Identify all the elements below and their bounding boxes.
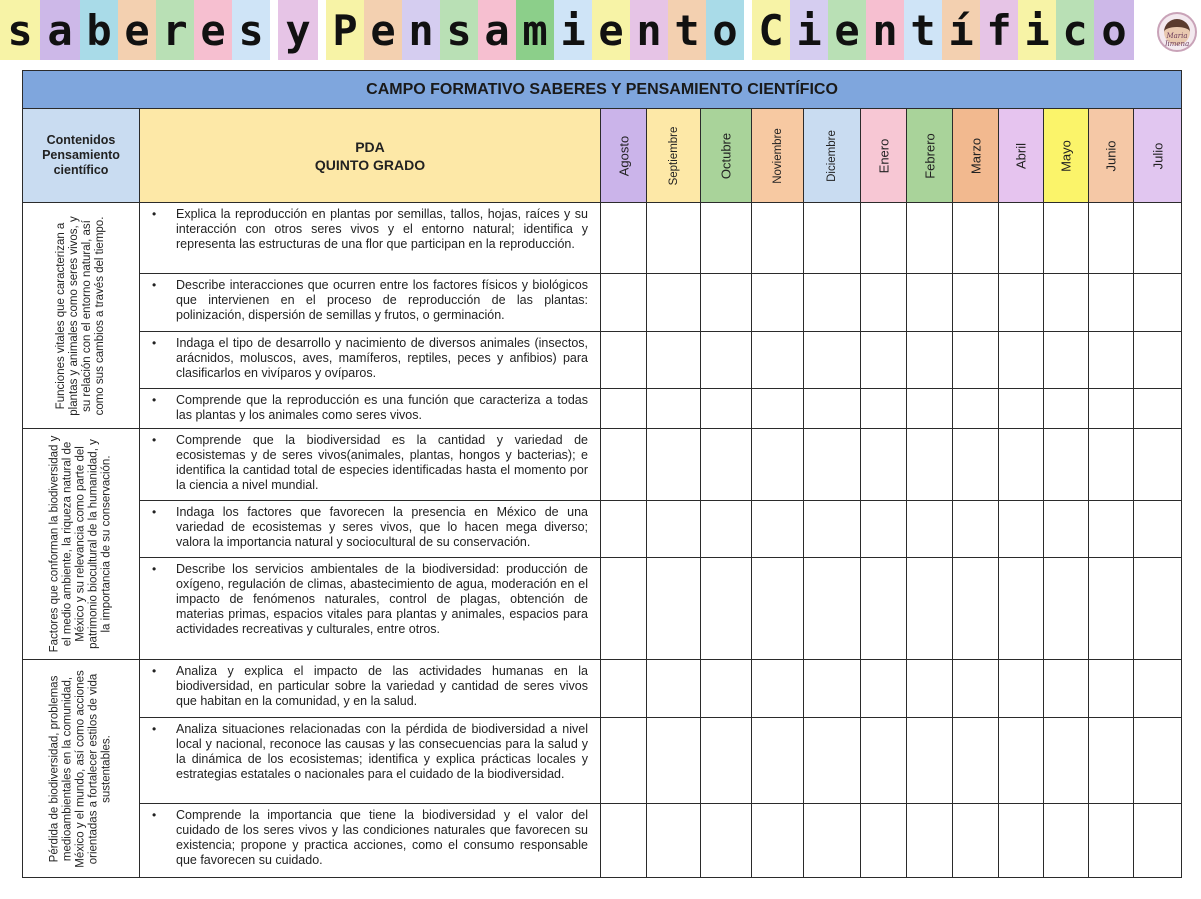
month-label: Marzo	[968, 137, 983, 174]
month-cell-febrero[interactable]	[907, 429, 953, 501]
pda-cell	[140, 660, 601, 718]
month-cell-diciembre[interactable]	[804, 558, 861, 660]
pda-header	[140, 109, 601, 203]
month-cell-septiembre[interactable]	[647, 660, 701, 718]
month-cell-mayo[interactable]	[1044, 274, 1089, 332]
title-banner	[0, 0, 1201, 60]
month-cell-abril[interactable]	[999, 429, 1044, 501]
month-cell-junio[interactable]	[1089, 558, 1134, 660]
banner-spacer	[270, 0, 278, 60]
month-cell-enero[interactable]	[861, 389, 907, 429]
content-text: Pérdida de biodiversidad, problemas medioambientales en la comunidad, México y el mundo, así como acciones orientadas a fortalecer estilos de vida sustentables.	[48, 669, 113, 868]
month-cell-septiembre[interactable]	[647, 429, 701, 501]
month-cell-septiembre[interactable]	[647, 558, 701, 660]
month-cell-junio[interactable]	[1089, 660, 1134, 718]
month-cell-mayo[interactable]	[1044, 501, 1089, 558]
month-cell-julio[interactable]	[1134, 332, 1182, 389]
month-cell-abril[interactable]	[999, 274, 1044, 332]
month-cell-febrero[interactable]	[907, 332, 953, 389]
author-avatar	[1157, 12, 1197, 52]
bullet-icon: •	[152, 433, 157, 447]
month-cell-julio[interactable]	[1134, 274, 1182, 332]
month-cell-octubre[interactable]	[701, 332, 752, 389]
month-cell-marzo[interactable]	[953, 274, 999, 332]
month-cell-mayo[interactable]	[1044, 660, 1089, 718]
banner-letter: í	[942, 0, 980, 60]
month-cell-agosto[interactable]	[601, 558, 647, 660]
month-cell-febrero[interactable]	[907, 660, 953, 718]
month-cell-febrero[interactable]	[907, 274, 953, 332]
bullet-icon: •	[152, 808, 157, 822]
month-header-mayo	[1044, 109, 1089, 203]
month-cell-enero[interactable]	[861, 429, 907, 501]
month-cell-noviembre[interactable]	[752, 429, 804, 501]
month-cell-noviembre[interactable]	[752, 501, 804, 558]
month-cell-mayo[interactable]	[1044, 429, 1089, 501]
pda-cell	[140, 429, 601, 501]
table-row	[23, 718, 1182, 804]
month-cell-julio[interactable]	[1134, 501, 1182, 558]
pda-cell	[140, 501, 601, 558]
month-cell-abril[interactable]	[999, 718, 1044, 804]
month-cell-mayo[interactable]	[1044, 203, 1089, 274]
month-cell-septiembre[interactable]	[647, 804, 701, 878]
banner-letter: s	[440, 0, 478, 60]
month-cell-octubre[interactable]	[701, 558, 752, 660]
month-cell-junio[interactable]	[1089, 389, 1134, 429]
banner-letter: e	[592, 0, 630, 60]
banner-letter: i	[790, 0, 828, 60]
month-label: Agosto	[616, 135, 631, 176]
pda-cell	[140, 332, 601, 389]
pda-cell	[140, 804, 601, 878]
pda-cell	[140, 203, 601, 274]
banner-spacer	[744, 0, 752, 60]
month-header-octubre	[701, 109, 752, 203]
banner-spacer	[318, 0, 326, 60]
table-row	[23, 660, 1182, 718]
month-cell-agosto[interactable]	[601, 203, 647, 274]
month-cell-marzo[interactable]	[953, 429, 999, 501]
month-cell-diciembre[interactable]	[804, 660, 861, 718]
table-row	[23, 274, 1182, 332]
month-cell-agosto[interactable]	[601, 718, 647, 804]
month-header-agosto	[601, 109, 647, 203]
banner-letter: t	[668, 0, 706, 60]
month-cell-junio[interactable]	[1089, 203, 1134, 274]
bullet-icon: •	[152, 505, 157, 519]
month-cell-julio[interactable]	[1134, 203, 1182, 274]
month-cell-octubre[interactable]	[701, 501, 752, 558]
bullet-icon: •	[152, 336, 157, 350]
pda-text: Comprende que la reproducción es una función que caracteriza a todas las plantas y los animales como seres vivos.	[176, 393, 588, 422]
pda-cell	[140, 389, 601, 429]
table-row	[23, 203, 1182, 274]
content-cell	[23, 203, 140, 429]
month-cell-marzo[interactable]	[953, 389, 999, 429]
avatar-tag: Maria Jimena	[1164, 32, 1190, 48]
content-cell	[23, 660, 140, 878]
month-cell-mayo[interactable]	[1044, 558, 1089, 660]
month-cell-enero[interactable]	[861, 203, 907, 274]
month-cell-julio[interactable]	[1134, 389, 1182, 429]
month-label: Febrero	[922, 132, 937, 179]
month-cell-septiembre[interactable]	[647, 718, 701, 804]
banner-letter: i	[1018, 0, 1056, 60]
month-cell-enero[interactable]	[861, 660, 907, 718]
month-cell-junio[interactable]	[1089, 332, 1134, 389]
month-cell-noviembre[interactable]	[752, 389, 804, 429]
bullet-icon: •	[152, 664, 157, 678]
banner-letter: e	[118, 0, 156, 60]
banner-letter: e	[364, 0, 402, 60]
month-cell-febrero[interactable]	[907, 389, 953, 429]
bullet-icon: •	[152, 393, 157, 407]
month-cell-abril[interactable]	[999, 804, 1044, 878]
month-cell-enero[interactable]	[861, 558, 907, 660]
month-cell-octubre[interactable]	[701, 660, 752, 718]
month-cell-febrero[interactable]	[907, 558, 953, 660]
month-cell-diciembre[interactable]	[804, 501, 861, 558]
banner-letter: P	[326, 0, 364, 60]
banner-letter: b	[80, 0, 118, 60]
banner-letter: C	[752, 0, 790, 60]
month-cell-diciembre[interactable]	[804, 203, 861, 274]
table-row	[23, 332, 1182, 389]
month-label: Julio	[1150, 142, 1166, 169]
month-cell-diciembre[interactable]	[804, 718, 861, 804]
month-cell-enero[interactable]	[861, 501, 907, 558]
month-header-febrero	[907, 109, 953, 203]
month-cell-octubre[interactable]	[701, 804, 752, 878]
month-header-julio	[1134, 109, 1182, 203]
month-cell-julio[interactable]	[1134, 804, 1182, 878]
month-cell-octubre[interactable]	[701, 429, 752, 501]
month-cell-noviembre[interactable]	[752, 274, 804, 332]
month-label: Octubre	[718, 132, 734, 179]
month-cell-octubre[interactable]	[701, 718, 752, 804]
pda-header-line2: QUINTO GRADO	[314, 156, 426, 173]
content-text: Funciones vitales que caracterizan a plantas y animales como seres vivos, y su relación con el entorno natural, así como sus cambios a través del tiempo.	[55, 215, 106, 416]
planning-table	[22, 70, 1182, 878]
month-cell-agosto[interactable]	[601, 332, 647, 389]
month-header-diciembre	[804, 109, 861, 203]
month-label: Noviembre	[771, 127, 784, 184]
month-cell-mayo[interactable]	[1044, 389, 1089, 429]
month-cell-mayo[interactable]	[1044, 804, 1089, 878]
month-cell-abril[interactable]	[999, 660, 1044, 718]
month-cell-agosto[interactable]	[601, 274, 647, 332]
month-cell-julio[interactable]	[1134, 718, 1182, 804]
month-cell-noviembre[interactable]	[752, 804, 804, 878]
banner-letter: o	[706, 0, 744, 60]
month-header-noviembre	[752, 109, 804, 203]
month-cell-marzo[interactable]	[953, 660, 999, 718]
month-cell-abril[interactable]	[999, 389, 1044, 429]
banner-letter: o	[1094, 0, 1134, 60]
month-cell-septiembre[interactable]	[647, 332, 701, 389]
month-cell-junio[interactable]	[1089, 429, 1134, 501]
month-label: Enero	[876, 138, 891, 173]
pda-text: Indaga los factores que favorecen la presencia en México de una variedad de ecosistemas y seres vivos, que lo hacen mega diverso; valora la importancia natural y sociocultural de su conservación.	[176, 505, 588, 549]
month-cell-diciembre[interactable]	[804, 274, 861, 332]
month-cell-noviembre[interactable]	[752, 660, 804, 718]
banner-letter: e	[828, 0, 866, 60]
month-cell-febrero[interactable]	[907, 718, 953, 804]
month-label: Diciembre	[826, 129, 838, 182]
month-cell-marzo[interactable]	[953, 804, 999, 878]
month-label: Mayo	[1058, 139, 1074, 172]
month-cell-marzo[interactable]	[953, 718, 999, 804]
banner-letter: f	[980, 0, 1018, 60]
banner-letter: y	[278, 0, 318, 60]
month-cell-abril[interactable]	[999, 332, 1044, 389]
table-row	[23, 501, 1182, 558]
month-cell-marzo[interactable]	[953, 332, 999, 389]
month-cell-abril[interactable]	[999, 558, 1044, 660]
pda-cell	[140, 558, 601, 660]
bullet-icon: •	[152, 207, 157, 221]
content-cell	[23, 429, 140, 660]
month-header-junio	[1089, 109, 1134, 203]
month-cell-noviembre[interactable]	[752, 718, 804, 804]
content-text: Factores que conforman la biodiversidad y el medio ambiente, la riqueza natural de México y su relevancia como parte del patrimonio biocultural de la humanidad, y la importancia de su conservación.	[48, 435, 113, 653]
month-cell-julio[interactable]	[1134, 660, 1182, 718]
month-label: Abril	[1013, 142, 1029, 169]
month-cell-junio[interactable]	[1089, 804, 1134, 878]
month-cell-septiembre[interactable]	[647, 274, 701, 332]
month-cell-septiembre[interactable]	[647, 389, 701, 429]
pda-text: Indaga el tipo de desarrollo y nacimiento de diversos animales (insectos, arácnidos, moluscos, aves, mamíferos, reptiles, peces y anfibios) para clasificarlos en vivíparos y ovíparos.	[176, 336, 588, 380]
month-label: Junio	[1103, 139, 1119, 172]
month-cell-octubre[interactable]	[701, 274, 752, 332]
month-cell-enero[interactable]	[861, 718, 907, 804]
banner-letter: s	[232, 0, 270, 60]
pda-header-line1: PDA	[355, 138, 385, 155]
contenidos-header: Contenidos Pensamiento científico	[23, 109, 140, 203]
banner-letter: n	[630, 0, 668, 60]
banner-letter: r	[156, 0, 194, 60]
month-cell-agosto[interactable]	[601, 389, 647, 429]
month-cell-enero[interactable]	[861, 332, 907, 389]
pda-text: Describe los servicios ambientales de la biodiversidad: producción de oxígeno, regulación de climas, abastecimiento de agua, moderación en el impacto de fenómenos naturales, control de plagas, obtención de materias primas, espacios vitales para plantas y animales, espacios para actividades recreativas y culturales, entre otros.	[176, 562, 588, 636]
table-row	[23, 804, 1182, 878]
pda-text: Analiza y explica el impacto de las actividades humanas en la biodiversidad, en particular sobre la variedad y cantidad de seres vivos que habitan en la comunidad, y en la salud.	[176, 664, 588, 708]
pda-cell	[140, 718, 601, 804]
month-cell-julio[interactable]	[1134, 558, 1182, 660]
month-cell-septiembre[interactable]	[647, 501, 701, 558]
banner-letter: i	[554, 0, 592, 60]
month-cell-marzo[interactable]	[953, 203, 999, 274]
month-cell-agosto[interactable]	[601, 429, 647, 501]
month-cell-agosto[interactable]	[601, 660, 647, 718]
month-cell-octubre[interactable]	[701, 203, 752, 274]
month-cell-noviembre[interactable]	[752, 558, 804, 660]
month-cell-junio[interactable]	[1089, 274, 1134, 332]
month-cell-enero[interactable]	[861, 274, 907, 332]
banner-letter: c	[1056, 0, 1094, 60]
month-cell-febrero[interactable]	[907, 203, 953, 274]
month-cell-junio[interactable]	[1089, 718, 1134, 804]
month-header-marzo	[953, 109, 999, 203]
bullet-icon: •	[152, 722, 157, 736]
table-row	[23, 429, 1182, 501]
banner-letter: t	[904, 0, 942, 60]
banner-letter: a	[40, 0, 80, 60]
month-cell-mayo[interactable]	[1044, 718, 1089, 804]
month-cell-abril[interactable]	[999, 203, 1044, 274]
month-cell-julio[interactable]	[1134, 429, 1182, 501]
month-cell-marzo[interactable]	[953, 501, 999, 558]
pda-text: Comprende la importancia que tiene la biodiversidad y el valor del cuidado de los seres vivos y las condiciones naturales que favorecen su existencia; propone y practica acciones, como el consumo responsable que favorecen su cuidado.	[176, 808, 588, 867]
bullet-icon: •	[152, 278, 157, 292]
month-cell-enero[interactable]	[861, 804, 907, 878]
month-cell-febrero[interactable]	[907, 501, 953, 558]
table-row	[23, 389, 1182, 429]
month-cell-septiembre[interactable]	[647, 203, 701, 274]
month-cell-agosto[interactable]	[601, 804, 647, 878]
table-row	[23, 558, 1182, 660]
pda-text: Describe interacciones que ocurren entre los factores físicos y biológicos que intervienen en el proceso de reproducción de las plantas: polinización, dispersión de semillas y frutos, o germinación.	[176, 278, 588, 322]
banner-letter: a	[478, 0, 516, 60]
month-cell-diciembre[interactable]	[804, 332, 861, 389]
pda-cell	[140, 274, 601, 332]
month-cell-marzo[interactable]	[953, 558, 999, 660]
month-label: Septiembre	[667, 126, 680, 185]
month-cell-junio[interactable]	[1089, 501, 1134, 558]
month-header-septiembre	[647, 109, 701, 203]
month-header-enero	[861, 109, 907, 203]
month-cell-noviembre[interactable]	[752, 203, 804, 274]
pda-text: Comprende que la biodiversidad es la cantidad y variedad de ecosistemas y de seres vivos(animales, plantas, hongos y bacterias); e identifica la cantidad total de especies identificadas hasta el momento por la ciencia a nivel mundial.	[176, 433, 588, 492]
month-cell-diciembre[interactable]	[804, 389, 861, 429]
month-cell-diciembre[interactable]	[804, 804, 861, 878]
month-cell-octubre[interactable]	[701, 389, 752, 429]
month-cell-noviembre[interactable]	[752, 332, 804, 389]
month-cell-mayo[interactable]	[1044, 332, 1089, 389]
month-cell-agosto[interactable]	[601, 501, 647, 558]
month-cell-abril[interactable]	[999, 501, 1044, 558]
month-cell-diciembre[interactable]	[804, 429, 861, 501]
month-cell-febrero[interactable]	[907, 804, 953, 878]
table-title: CAMPO FORMATIVO SABERES Y PENSAMIENTO CIENTÍFICO	[23, 71, 1182, 109]
banner-letter: n	[402, 0, 440, 60]
banner-letter: e	[194, 0, 232, 60]
banner-letter: m	[516, 0, 554, 60]
pda-text: Explica la reproducción en plantas por semillas, tallos, hojas, raíces y su interacción con otros seres vivos y el entorno natural; identifica y representa las estructuras de una flor que participan en la reproducción.	[176, 207, 588, 251]
bullet-icon: •	[152, 562, 157, 576]
month-header-abril	[999, 109, 1044, 203]
banner-letter: s	[0, 0, 40, 60]
pda-text: Analiza situaciones relacionadas con la pérdida de biodiversidad a nivel local y nacional, reconoce las causas y las consecuencias para la salud y la dinámica de los ecosistemas; identifica y explica prácticas locales y estrategias estatales o nacionales para el cuidado de la biodiversidad.	[176, 722, 588, 781]
banner-letter: n	[866, 0, 904, 60]
